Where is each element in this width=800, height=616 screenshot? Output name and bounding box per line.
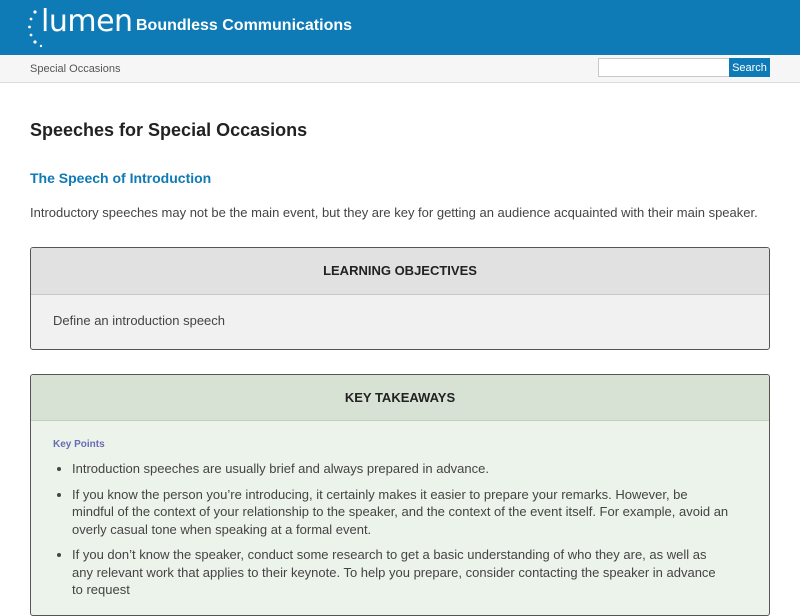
key-takeaways-heading: KEY TAKEAWAYS: [31, 375, 769, 421]
key-points-label: Key Points: [53, 439, 105, 450]
top-header: [0, 0, 800, 55]
list-item: • If you know the person you’re introducing, it certainly makes it easier to prepare your remarks. However, be mindful of the context of your relationship to the speaker, and the context of the event itself. For example, avoid an overly casual tone when speaking at a formal event.: [72, 486, 729, 539]
sub-navigation: [0, 55, 800, 83]
learning-objectives-text: Define an introduction speech: [53, 313, 226, 328]
intro-paragraph: Introductory speeches may not be the main event, but they are key for getting an audience acquainted with their main speaker.: [30, 205, 758, 220]
list-item: • If you don’t know the speaker, conduct some research to get a basic understanding of who they are, as well as any relevant work that applies to their keynote. To help you prepare, consider contacting the speaker in advance to request: [72, 546, 729, 599]
page-title: Speeches for Special Occasions: [30, 120, 308, 140]
learning-objectives-heading: LEARNING OBJECTIVES: [31, 248, 769, 295]
list-item: • Introduction speeches are usually brief and always prepared in advance.: [72, 460, 729, 478]
section-title: The Speech of Introduction: [30, 170, 212, 186]
logo-text[interactable]: lumen: [41, 4, 133, 39]
key-points-list: [31, 460, 769, 599]
key-takeaways-box: [30, 374, 770, 616]
learning-objectives-box: [30, 247, 770, 350]
search-button[interactable]: Search: [729, 58, 770, 77]
site-title[interactable]: Boundless Communications: [136, 17, 353, 34]
search-input[interactable]: [598, 58, 730, 77]
breadcrumb[interactable]: Special Occasions: [30, 63, 121, 75]
